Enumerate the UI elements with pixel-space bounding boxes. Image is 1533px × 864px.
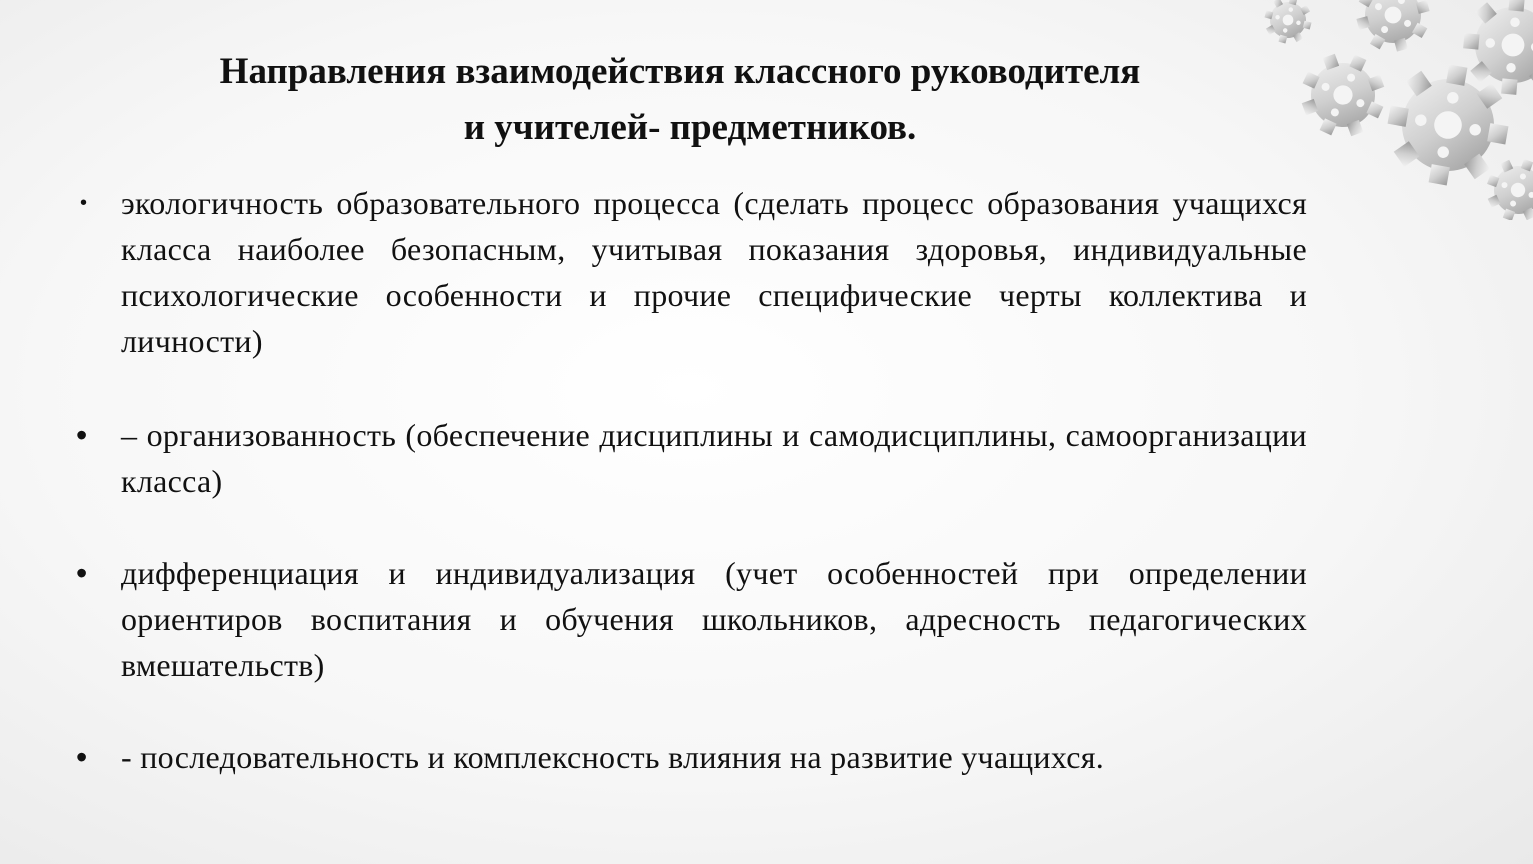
gears-icon: [1243, 0, 1533, 220]
bullet-text: – организованность (обеспечение дисциплины и самодисциплины, самоорганизации класса): [121, 417, 1307, 499]
bullet-marker: •: [76, 417, 88, 453]
bullet-text: - последовательность и комплексность влияния на развитие учащихся.: [121, 739, 1105, 775]
slide-title-line-1: Направления взаимодействия классного руководителя: [219, 51, 1141, 92]
slide-title-line-2: и учителей- предметников.: [463, 107, 917, 148]
bullet-item-consistency: [76, 734, 1307, 780]
slide-title: [60, 44, 1300, 156]
bullet-item-differentiation: [76, 550, 1307, 688]
bullet-marker: •: [80, 192, 88, 214]
bullet-marker: •: [76, 739, 88, 775]
bullet-list: [76, 180, 1307, 780]
bullet-text: экологичность образовательного процесса (сделать процесс образования учащихся класса наиболее безопасным, учитывая показания здоровья, индивидуальные психологические особенности и прочие специфические черты коллектива и личности): [121, 185, 1307, 359]
bullet-item-organization: [76, 412, 1307, 504]
bullet-marker: •: [76, 555, 88, 591]
bullet-item-ecology: [76, 180, 1307, 364]
bullet-text: дифференциация и индивидуализация (учет особенностей при определении ориентиров воспитания и обучения школьников, адресность педагогических вмешательств): [121, 555, 1307, 683]
